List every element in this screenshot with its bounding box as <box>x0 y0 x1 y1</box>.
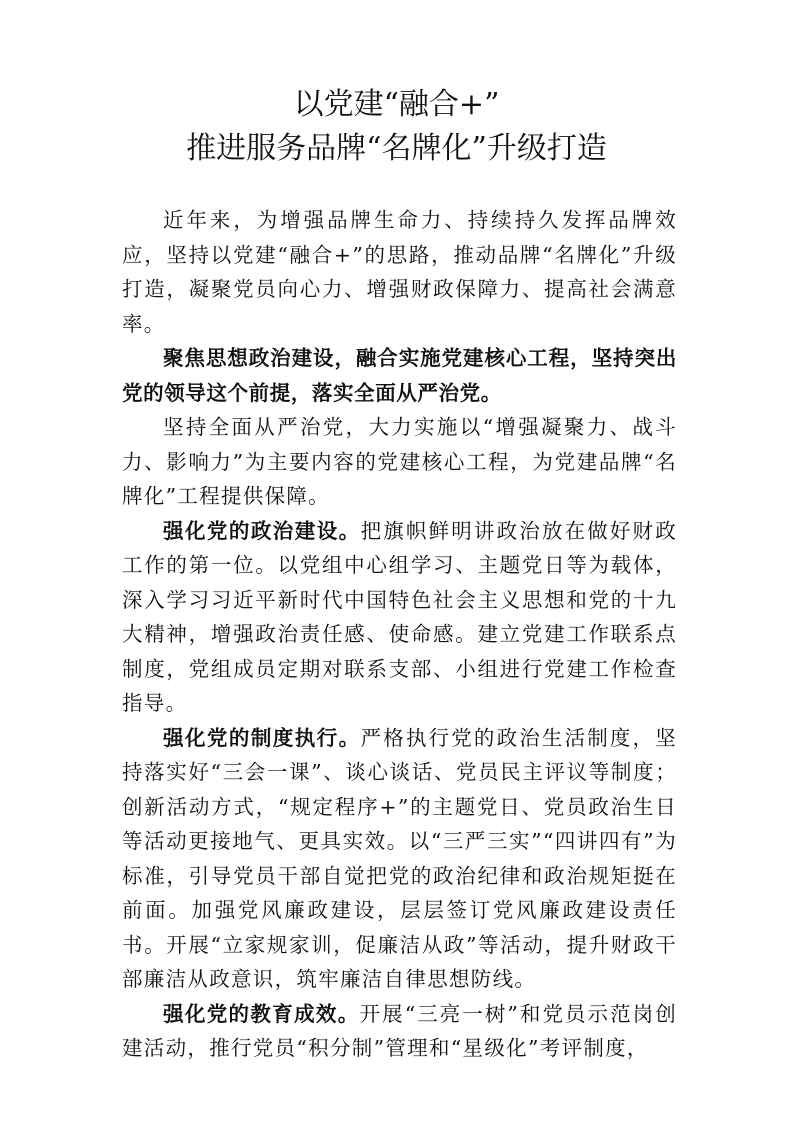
document-title-line-2: 推进服务品牌“名牌化”升级打造 <box>186 131 607 166</box>
body-paragraph <box>122 997 677 1066</box>
section-heading <box>122 341 677 410</box>
paragraph-lead: 强化党的政治建设。 <box>163 518 361 543</box>
body-paragraph <box>122 721 677 997</box>
body-paragraph <box>122 410 677 514</box>
paragraph-lead: 强化党的制度执行。 <box>163 725 361 750</box>
section-heading-text: 聚焦思想政治建设，融合实施党建核心工程，坚持突出党的领导这个前提，落实全面从严治党。 <box>122 346 677 405</box>
intro-paragraph <box>122 203 677 341</box>
paragraph-text: 坚持全面从严治党，大力实施以“增强凝聚力、战斗力、影响力”为主要内容的党建核心工程，为党建品牌“名牌化”工程提供保障。 <box>122 415 677 508</box>
paragraph-lead: 强化党的教育成效。 <box>163 1001 360 1026</box>
paragraph-text: 开展“三亮一树”和党员示范岗创建活动，推行党员“积分制”管理和“星级化”考评制度， <box>122 1001 677 1060</box>
paragraph-text: 严格执行党的政治生活制度，坚持落实好“三会一课”、谈心谈话、党员民主评议等制度；创新活动方式，“规定程序+”的主题党日、党员政治生日等活动更接地气、更具实效。以“三严三实”“四讲四有”为标准，引导党员干部自觉把党的政治纪律和政治规矩挺在前面。加强党风廉政建设，层层签订党风廉政建设责任书。开展“立家规家训，促廉洁从政”等活动，提升财政干部廉洁从政意识，筑牢廉洁自律思想防线。 <box>122 725 678 991</box>
document-title-line-1: 以党建“融合+” <box>293 87 500 122</box>
paragraph-text: 近年来，为增强品牌生命力、持续持久发挥品牌效应，坚持以党建“融合+”的思路，推动品牌“名牌化”升级打造，凝聚党员向心力、增强财政保障力、提高社会满意率。 <box>122 208 677 336</box>
paragraph-text: 把旗帜鲜明讲政治放在做好财政工作的第一位。以党组中心组学习、主题党日等为载体，深入学习习近平新时代中国特色社会主义思想和党的十九大精神，增强政治责任感、使命感。建立党建工作联系点制度，党组成员定期对联系支部、小组进行党建工作检查指导。 <box>122 518 678 715</box>
body-paragraph <box>122 514 677 721</box>
document-body <box>122 203 677 1066</box>
